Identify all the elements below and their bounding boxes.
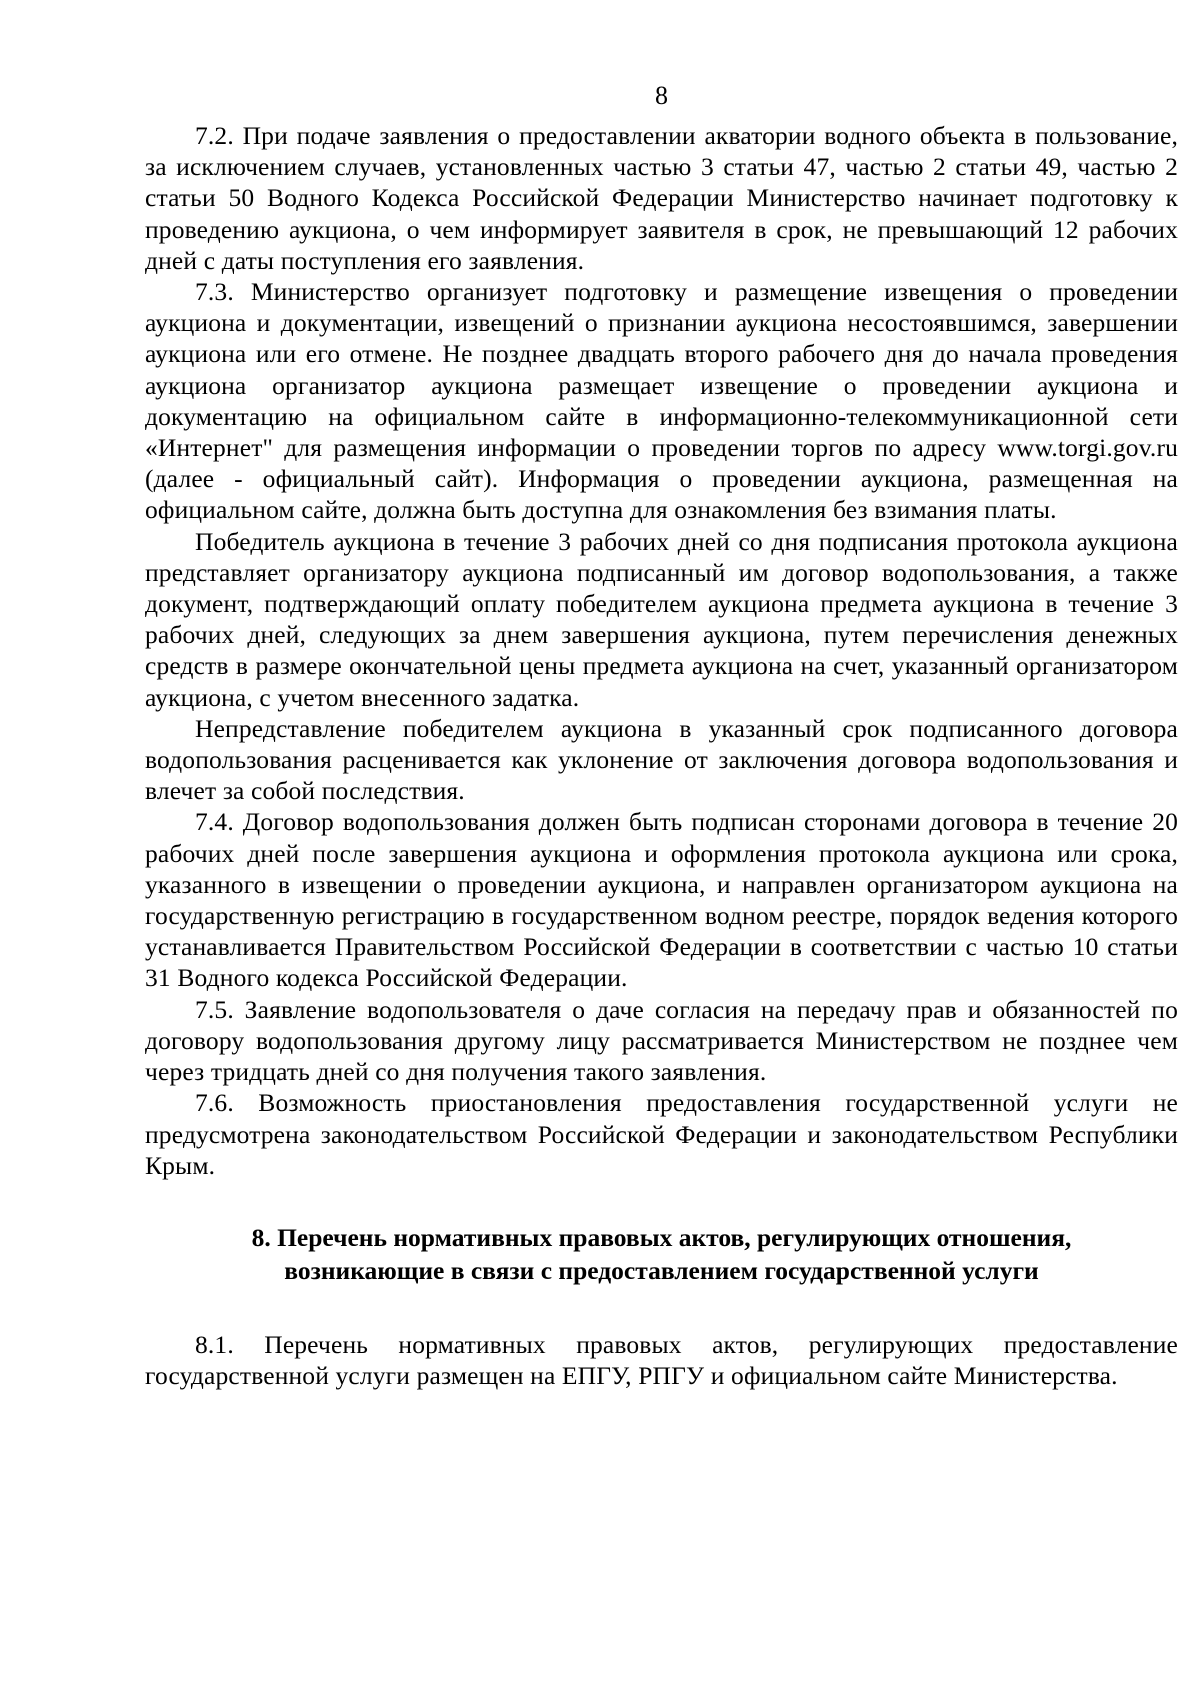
paragraph-non-submission: Непредставление победителем аукциона в указанный срок подписанного договора водопользования расценивается как уклонение от заключения договора водопользования и влечет за собой последствия. [145,713,1178,806]
document-page [145,82,1178,1391]
paragraph-7-4: 7.4. Договор водопользования должен быть подписан сторонами договора в течение 20 рабочих дней после завершения аукциона и оформления протокола аукциона или срока, указанного в извещении о проведении аукциона, и направлен организатором аукциона на государственную регистрацию в государственном водном реестре, порядок ведения которого устанавливается Правительством Российской Федерации в соответствии с частью 10 статьи 31 Водного кодекса Российской Федерации. [145,807,1178,993]
section-8-heading [145,1221,1178,1287]
paragraph-8-1: 8.1. Перечень нормативных правовых актов, регулирующих предоставление государственной услуги размещен на ЕПГУ, РПГУ и официальном сайте Министерства. [145,1329,1178,1391]
paragraph-7-5: 7.5. Заявление водопользователя о даче согласия на передачу прав и обязанностей по договору водопользования другому лицу рассматривается Министерством не позднее чем через тридцать дней со дня получения такого заявления. [145,994,1178,1087]
paragraph-7-3: 7.3. Министерство организует подготовку и размещение извещения о проведении аукциона и документации, извещений о признании аукциона несостоявшимся, завершении аукциона или его отмене. Не позднее двадцать второго рабочего дня до начала проведения аукциона организатор аукциона размещает извещение о проведении аукциона и документацию на официальном сайте в информационно-телекоммуникационной сети «Интернет" для размещения информации о проведении торгов по адресу www.torgi.gov.ru (далее - официальный сайт). Информация о проведении аукциона, размещенная на официальном сайте, должна быть доступна для ознакомления без взимания платы. [145,277,1178,525]
paragraph-7-2: 7.2. При подаче заявления о предоставлении акватории водного объекта в пользование, за исключением случаев, установленных частью 3 статьи 47, частью 2 статьи 49, частью 2 статьи 50 Водного Кодекса Российской Федерации Министерство начинает подготовку к проведению аукциона, о чем информирует заявителя в срок, не превышающий 12 рабочих дней с даты поступления его заявления. [145,121,1178,275]
paragraph-auction-winner: Победитель аукциона в течение 3 рабочих дней со дня подписания протокола аукциона представляет организатору аукциона подписанный им договор водопользования, а также документ, подтверждающий оплату победителем аукциона предмета аукциона в течение 3 рабочих дней, следующих за днем завершения аукциона, путем перечисления денежных средств в размере окончательной цены предмета аукциона на счет, указанный организатором аукциона, с учетом внесенного задатка. [145,526,1178,712]
section-heading-line-1: 8. Перечень нормативных правовых актов, регулирующих отношения, [251,1222,1072,1252]
section-heading-line-2: возникающие в связи с предоставлением государственной услуги [284,1255,1039,1285]
page-number: 8 [655,81,668,110]
paragraph-7-6: 7.6. Возможность приостановления предоставления государственной услуги не предусмотрена законодательством Российской Федерации и законодательством Республики Крым. [145,1088,1178,1180]
